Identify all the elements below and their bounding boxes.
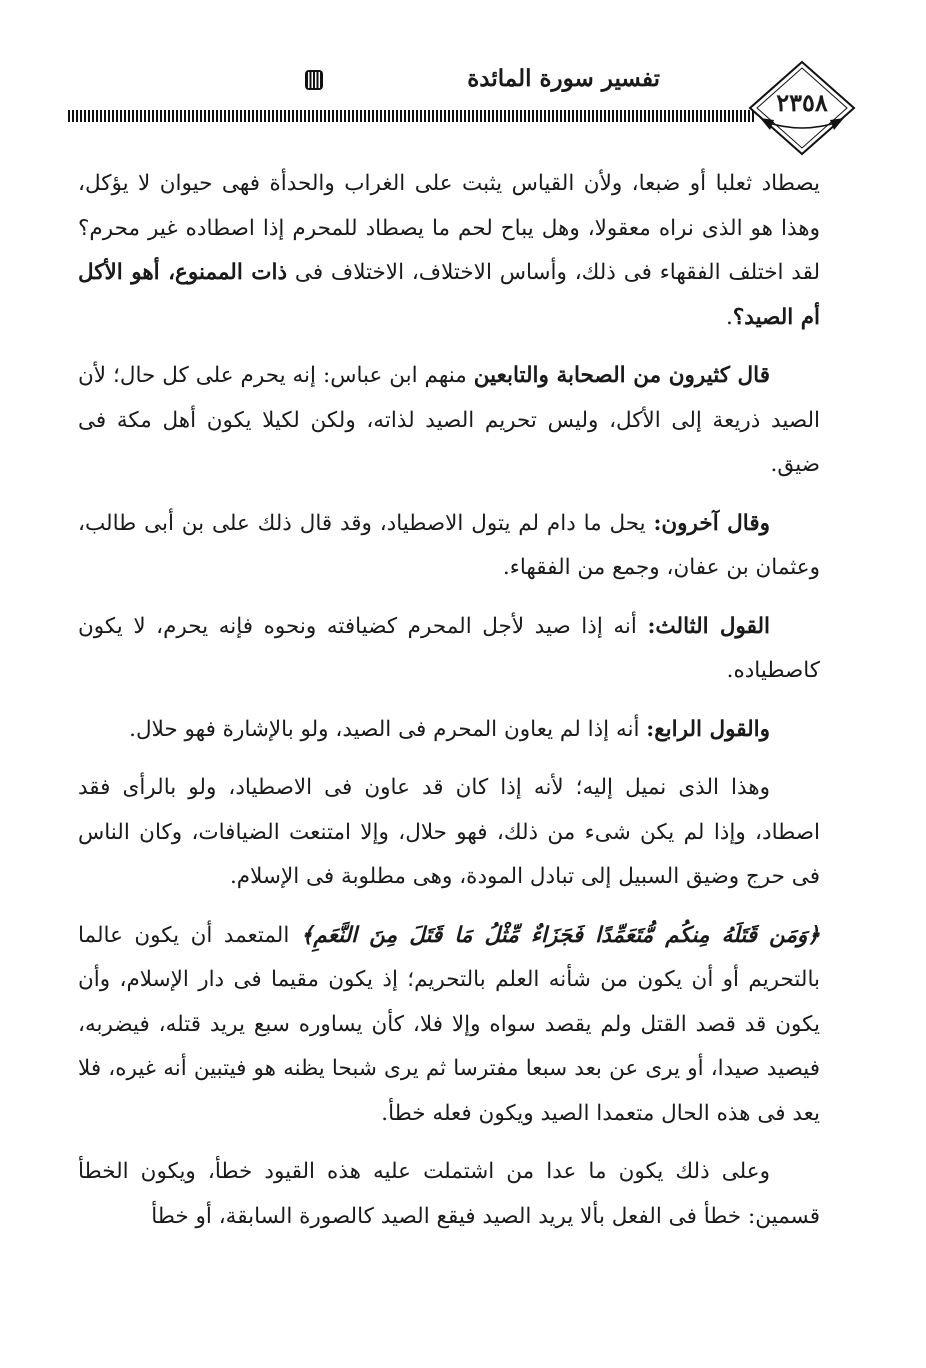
paragraph-3 (78, 502, 820, 591)
paragraph-lead: والقول الرابع: (646, 716, 770, 742)
quran-verse: ﴿وَمَن قَتَلَهُ مِنكُم مُّتَعَمِّدًا فَجَزَاءٌ مِّثْلُ مَا قَتَلَ مِنَ النَّعَمِ﴾ (300, 922, 820, 948)
paragraph-text: أنه إذا صيد لأجل المحرم كضيافته ونحوه فإنه يحرم، لا يكون كاصطياده. (78, 613, 820, 683)
paragraph-7 (78, 914, 820, 1137)
paragraph-1 (78, 162, 820, 340)
paragraph-lead: وقال آخرون: (653, 510, 770, 536)
paragraph-text: وعلى ذلك يكون ما عدا من اشتملت عليه هذه القيود خطأ، ويكون الخطأ قسمين: خطأ فى الفعل بألا يريد الصيد فيقع الصيد كالصورة السابقة، أو خطأ (78, 1159, 820, 1229)
paragraph-text: منهم ابن عباس: إنه يحرم على كل حال؛ لأن الصيد ذريعة إلى الأكل، وليس تحريم الصيد لذاته، ولكن لكيلا يكون أهل مكة فى ضيق. (78, 363, 820, 477)
paragraph-text: أنه إذا لم يعاون المحرم فى الصيد، ولو بالإشارة فهو حلال. (129, 716, 647, 742)
paragraph-text: وهذا الذى نميل إليه؛ لأنه إذا كان قد عاون فى الاصطياد، ولو بالرأى فقد اصطاد، وإذا لم يكن شىء من ذلك، فهو حلال، وإلا امتنعت الضيافات، وكان الناس فى حرج وضيق السبيل إلى تبادل المودة، وهى مطلوبة فى الإسلام. (78, 775, 820, 889)
paragraph-text: المتعمد أن يكون عالما بالتحريم أو أن يكون من شأنه العلم بالتحريم؛ إذ يكون مقيما فى دار الإسلام، وأن يكون قد قصد القتل ولم يقصد سواه وإلا فلا، كأن يساوره سبع يريد قتله، فيضربه، فيصيد صيدا، أو يرى عن بعد سبعا مفترسا ثم يرى شبحا يظنه هو فيتبين أنه غيره، فلا يعد فى هذه الحال متعمدا الصيد ويكون فعله خطأ. (78, 922, 820, 1126)
text-body (78, 162, 820, 1253)
ornament-icon (302, 66, 326, 94)
paragraph-6 (78, 766, 820, 900)
running-title: تفسير سورة المائدة (467, 65, 660, 92)
paragraph-text: يصطاد ثعلبا أو ضبعا، ولأن القياس يثبت على الغراب والحدأة فهى حيوان لا يؤكل، وهذا هو الذى نراه معقولا، وهل يباح لحم ما يصطاد للمحرم إذا اصطاده غير محرم؟ لقد اختلف الفقهاء فى ذلك، وأساس الاختلاف، الاختلاف فى (78, 171, 820, 285)
page-number: ٢٣٥٨ (776, 88, 828, 117)
header-rule (68, 110, 756, 122)
paragraph-bold-text: ذات الممنوع، أهو الأكل أم الصيد؟ (78, 260, 820, 330)
paragraph-5 (78, 708, 820, 753)
paragraph-lead: قال كثيرون من الصحابة والتابعين (473, 363, 770, 388)
paragraph-text: يحل ما دام لم يتول الاصطياد، وقد قال ذلك على بن أبى طالب، وعثمان بن عفان، وجمع من الفقهاء. (78, 510, 820, 580)
paragraph-2 (78, 354, 820, 488)
paragraph-4 (78, 605, 820, 694)
paragraph-punctuation: . (726, 304, 733, 330)
paragraph-lead: القول الثالث: (647, 613, 770, 639)
paragraph-8 (78, 1150, 820, 1239)
